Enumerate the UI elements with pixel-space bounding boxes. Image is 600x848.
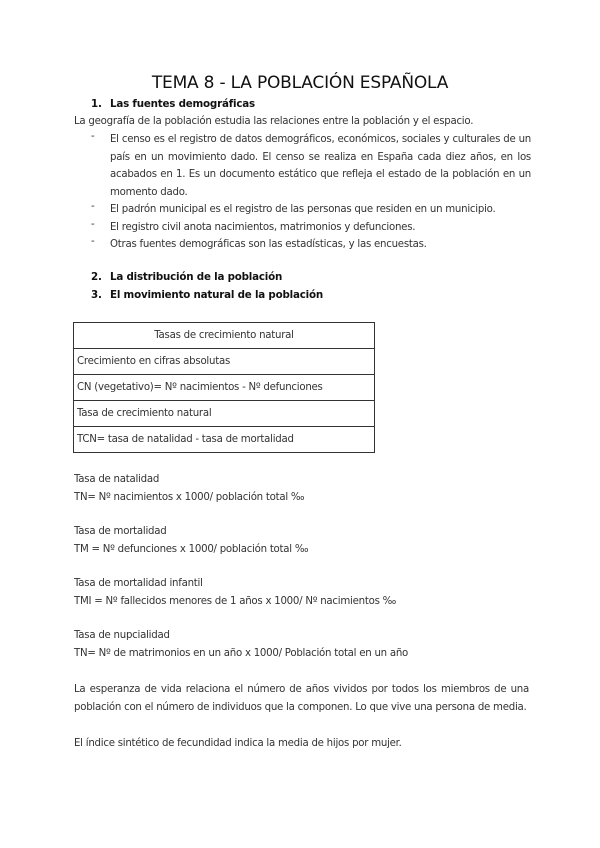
- bullet-marker: -: [91, 131, 95, 142]
- section-number: 3.: [91, 289, 102, 301]
- bullet-item: [91, 201, 531, 219]
- table-row: [74, 427, 375, 453]
- bullet-text: El registro civil anota nacimientos, matrimonios y defunciones.: [110, 221, 416, 233]
- section-heading-2: [91, 271, 282, 283]
- rate-name: Tasa de mortalidad: [74, 526, 167, 537]
- table-row: [74, 401, 375, 427]
- bullet-item: [91, 236, 531, 254]
- rate-formula: TN= Nº nacimientos x 1000/ población total ‰: [74, 492, 305, 503]
- rate-formula: TM = Nº defunciones x 1000/ población total ‰: [74, 544, 309, 555]
- section-label: El movimiento natural de la población: [110, 289, 323, 301]
- table-row: [74, 375, 375, 401]
- life-expectancy-paragraph: La esperanza de vida relaciona el número de años vividos por todos los miembros de una población con el número de individuos que la componen. Lo que vive una persona de media.: [74, 684, 529, 713]
- table-cell: Crecimiento en cifras absolutas: [74, 349, 375, 375]
- section-number: 2.: [91, 271, 102, 283]
- table-cell: CN (vegetativo)= Nº nacimientos - Nº defunciones: [74, 375, 375, 401]
- section-label: Las fuentes demográficas: [110, 98, 255, 110]
- rate-name: Tasa de nupcialidad: [74, 630, 170, 641]
- rate-name: Tasa de natalidad: [74, 474, 160, 485]
- bullet-marker: -: [91, 218, 95, 230]
- bullet-text: Otras fuentes demográficas son las estadísticas, y las encuestas.: [110, 239, 427, 250]
- intro-paragraph: La geografía de la población estudia las relaciones entre la población y el espacio.: [74, 116, 474, 127]
- bullet-text: El censo es el registro de datos demográficos, económicos, sociales y culturales de un país en un movimiento dado. El censo se realiza en España cada diez años, en los acabados en 1. Es un documento estático que refleja el estado de la población en un momento dado.: [110, 134, 531, 198]
- bullet-text: El padrón municipal es el registro de las personas que residen en un municipio.: [110, 204, 496, 215]
- fertility-paragraph: El índice sintético de fecundidad indica la media de hijos por mujer.: [74, 738, 402, 749]
- growth-rates-table: [73, 322, 375, 453]
- rate-formula: TMI = Nº fallecidos menores de 1 años x 1000/ Nº nacimientos ‰: [74, 596, 397, 607]
- table-cell: TCN= tasa de natalidad - tasa de mortalidad: [74, 427, 375, 453]
- bullet-item: [91, 131, 531, 201]
- rate-name: Tasa de mortalidad infantil: [74, 578, 203, 589]
- bullet-marker: -: [91, 236, 95, 247]
- table-row: [74, 349, 375, 375]
- table-cell: Tasa de crecimiento natural: [74, 401, 375, 427]
- table-header-row: [74, 323, 375, 349]
- page-title: TEMA 8 - LA POBLACIÓN ESPAÑOLA: [151, 73, 449, 93]
- bullet-marker: -: [91, 201, 95, 212]
- bullet-item: [91, 219, 531, 237]
- table-header-cell: Tasas de crecimiento natural: [74, 323, 375, 349]
- rate-formula: TN= Nº de matrimonios en un año x 1000/ Población total en un año: [74, 648, 409, 659]
- section-label: La distribución de la población: [110, 271, 283, 283]
- section-heading-3: [91, 289, 323, 301]
- section-heading-1: [91, 98, 255, 110]
- section-number: 1.: [91, 98, 102, 110]
